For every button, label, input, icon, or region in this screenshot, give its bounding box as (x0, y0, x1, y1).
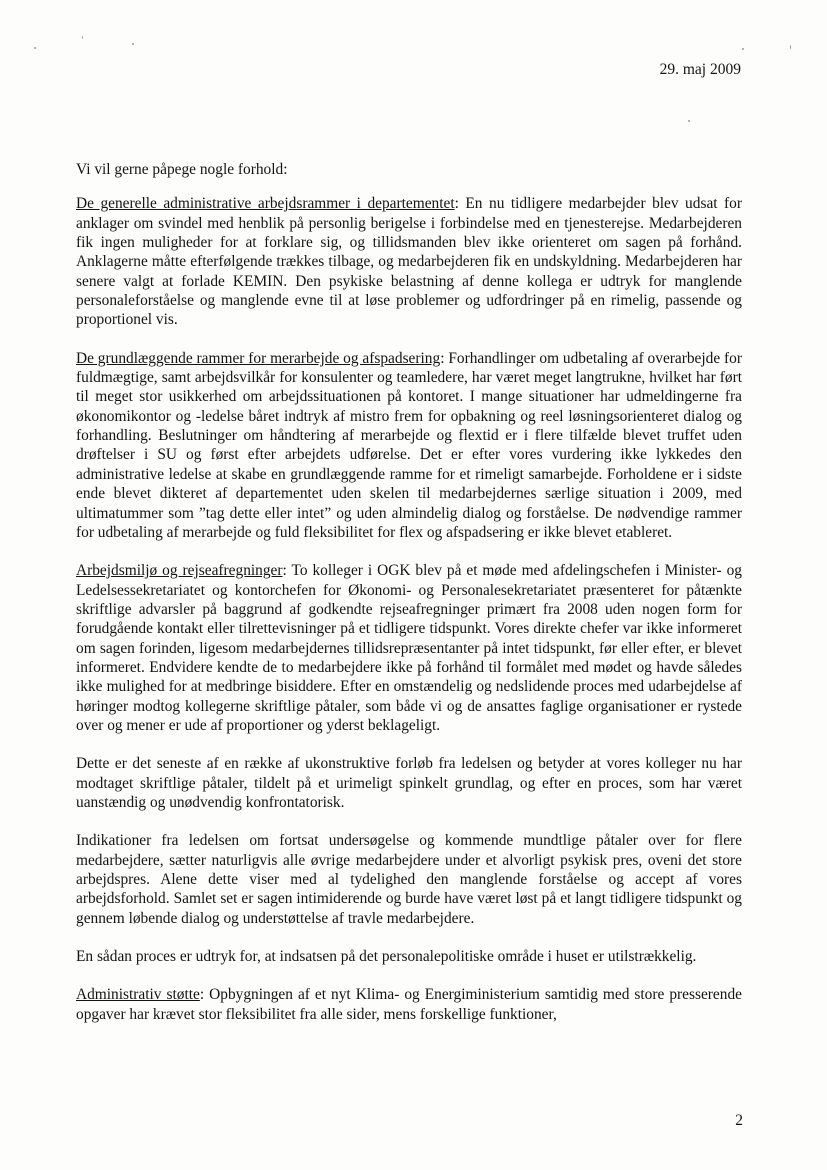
paragraph-latest-process (76, 754, 742, 812)
paragraph-personnel-policy (76, 947, 742, 966)
scan-speck (82, 36, 83, 39)
paragraph-text: Dette er det seneste af en række af ukonstruktive forløb fra ledelsen og betyder at vores kolleger nu har modtaget skriftlige påtaler, tildelt på et urimeligt spinkelt grundlag, og efter en proces, som har været uanstændig og unødvendig konfrontatorisk. (76, 755, 742, 811)
page-number: 2 (735, 1112, 743, 1129)
scan-speck (132, 43, 134, 45)
letter-body (76, 160, 742, 1043)
paragraph-text: : En nu tidligere medarbejder blev udsat for anklager om svindel med henblik på personlig berigelse i forbindelse med en tjenesterejse. Medarbejderen fik ingen muligheder for at forklare sig, og tillidsmanden blev ikke orienteret om sagen på forhånd. Anklagerne måtte efterfølgende trækkes tilbage, og medarbejderen fik en undskyldning. Medarbejderen har senere valgt at forlade KEMIN. Den psykiske belastning af denne kollega er udtryk for manglende personaleforståelse og manglende evne til at løse problemer og udfordringer på en rimelig, passende og proportionel vis. (76, 195, 742, 329)
scan-speck (34, 47, 36, 49)
paragraph-administrative-frameworks (76, 194, 742, 329)
paragraph-heading: Arbejdsmiljø og rejseafregninger (76, 562, 283, 580)
paragraph-heading: De grundlæggende rammer for merarbejde og afspadsering (76, 349, 441, 367)
paragraph-text: : Forhandlinger om udbetaling af overarbejde for fuldmægtige, samt arbejdsvilkår for konsulenter og teamledere, har været meget langtrukne, hvilket har ført til meget stor usikkerhed om arbejdssituationen på kontoret. I mange situationer har udmeldingerne fra økonomikontor og -ledelse båret indtryk af mistro frem for opbakning og reel løsningsorienteret dialog og forhandling. Beslutninger om håndtering af merarbejde og flextid er i flere tilfælde blevet truffet uden drøftelser i SU og først efter arbejdets udførelse. Det er efter vores vurdering ikke lykkedes den administrative ledelse at skabe en grundlæggende ramme for et rimeligt samarbejde. Forholdene er i sidste ende blevet dikteret af departementet uden skelen til medarbejdernes særlige situation i 2009, med ultimatummer som ”tag dette eller intet” og uden almindelig dialog og forståelse. De nødvendige rammer for udbetaling af merarbejde og fuld fleksibilitet for flex og afspadsering er ikke blevet etableret. (76, 349, 742, 541)
scan-speck (742, 48, 744, 50)
intro-line: Vi vil gerne påpege nogle forhold: (76, 161, 288, 178)
paragraph-overtime-frameworks (76, 349, 742, 542)
paragraph-heading: Administrativ støtte (76, 986, 200, 1004)
paragraph-text: : To kolleger i OGK blev på et møde med afdelingschefen i Minister- og Ledelsessekretariatet og kontorchefen for Økonomi- og Personalesekretariatet præsenteret for påtænkte skriftlige advarsler på baggrund af godkendte rejseafregninger primært fra 2008 uden nogen form for forudgående kontakt eller tilrettevisninger på et tidligere tidspunkt. Vores direkte chefer var ikke informeret om sagen forinden, ligesom medarbejdernes tillidsrepræsentanter på intet tidspunkt, før eller efter, er blevet informeret. Endvidere kendte de to medarbejdere ikke på forhånd til formålet med mødet og havde således ikke mulighed for at medbringe bisiddere. Efter en omstændelig og nedslidende proces med udarbejdelse af høringer modtog kollegerne skriftlige påtaler, som både vi og de ansattes faglige organisationer er rystede over og mener er ude af proportioner og yderst beklageligt. (76, 562, 743, 734)
paragraph-administrative-support (76, 985, 742, 1024)
paragraph-indications (76, 831, 742, 928)
letter-date: 29. maj 2009 (659, 61, 741, 78)
scan-speck (790, 45, 791, 49)
paragraph-text: En sådan proces er udtryk for, at indsatsen på det personalepolitiske område i huset er utilstrækkelig. (76, 948, 697, 966)
paragraph-heading: De generelle administrative arbejdsrammer i departementet (76, 195, 455, 213)
paragraph-text: : Opbygningen af et nyt Klima- og Energiministerium samtidig med store presserende opgaver har krævet stor fleksibilitet fra alle sider, mens forskellige funktioner, (76, 986, 742, 1023)
paragraph-text: Indikationer fra ledelsen om fortsat undersøgelse og kommende mundtlige påtaler over for flere medarbejdere, sætter naturligvis alle øvrige medarbejdere under et alvorligt psykisk pres, oveni det store arbejdspres. Alene dette viser med al tydelighed den manglende forståelse og accept af vores arbejdsforhold. Samlet set er sagen intimiderende og burde have været løst på et langt tidligere tidspunkt og gennem løbende dialog og understøttelse af travle medarbejdere. (76, 832, 742, 927)
paragraph-work-environment (76, 561, 742, 735)
scan-speck (688, 120, 690, 122)
